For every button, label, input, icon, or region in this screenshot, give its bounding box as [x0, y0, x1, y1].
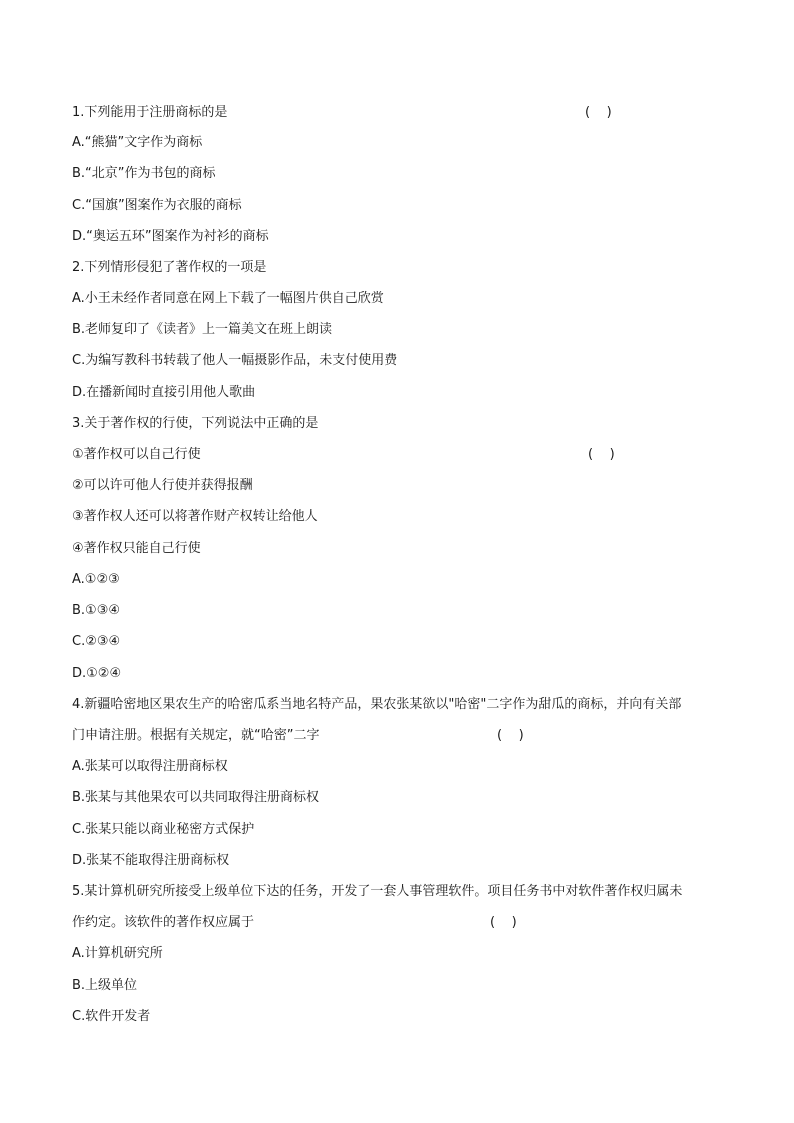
question-5-stem-line-2: 作约定。该软件的著作权应属于 [72, 915, 255, 930]
question-3-option-c: C.②③④ [72, 634, 121, 649]
question-4-stem-line-2: 门申请注册。根据有关规定，就“哈密”二字 [72, 728, 320, 743]
question-3-statement-2: ②可以许可他人行使并获得报酬 [72, 478, 253, 493]
question-2-option-b: B.老师复印了《读者》上一篇美文在班上朗读 [72, 322, 333, 337]
question-1-option-a: A.“熊猫”文字作为商标 [72, 135, 203, 150]
question-2-option-a: A.小王未经作者同意在网上下载了一幅图片供自己欣赏 [72, 291, 384, 306]
question-5-option-a: A.计算机研究所 [72, 946, 163, 961]
question-5-answer-bracket: ( ) [490, 915, 517, 930]
question-1-stem: 1.下列能用于注册商标的是 [72, 105, 228, 120]
question-1-option-b: B.“北京”作为书包的商标 [72, 166, 216, 181]
question-4-option-b: B.张某与其他果农可以共同取得注册商标权 [72, 790, 320, 805]
question-2-option-d: D.在播新闻时直接引用他人歌曲 [72, 385, 256, 400]
question-2-stem: 2.下列情形侵犯了著作权的一项是 [72, 260, 267, 275]
question-2-option-c: C.为编写教科书转载了他人一幅摄影作品，未支付使用费 [72, 353, 398, 368]
question-1-option-c: C.“国旗”图案作为衣服的商标 [72, 198, 242, 213]
question-4-answer-bracket: ( ) [497, 728, 524, 743]
question-4-stem-line-1: 4.新疆哈密地区果农生产的哈密瓜系当地名特产品，果农张某欲以"哈密"二字作为甜瓜的商标，并向有关部 [72, 697, 682, 712]
question-5-option-b: B.上级单位 [72, 978, 138, 993]
question-3-option-d: D.①②④ [72, 666, 122, 681]
question-1-answer-bracket: ( ) [585, 105, 612, 120]
question-4-option-a: A.张某可以取得注册商标权 [72, 759, 228, 774]
question-3-statement-3: ③著作权人还可以将著作财产权转让给他人 [72, 509, 318, 524]
question-1-option-d: D.“奥运五环”图案作为衬衫的商标 [72, 229, 269, 244]
question-5-stem-line-1: 5.某计算机研究所接受上级单位下达的任务，开发了一套人事管理软件。项目任务书中对软件著作权归属未 [72, 884, 683, 899]
question-3-answer-bracket: ( ) [588, 447, 615, 462]
question-3-statement-1: ①著作权可以自己行使 [72, 447, 201, 462]
question-3-stem: 3.关于著作权的行使，下列说法中正确的是 [72, 416, 319, 431]
question-3-statement-4: ④著作权只能自己行使 [72, 541, 201, 556]
question-4-option-d: D.张某不能取得注册商标权 [72, 853, 230, 868]
question-4-option-c: C.张某只能以商业秘密方式保护 [72, 822, 255, 837]
question-5-option-c: C.软件开发者 [72, 1009, 151, 1024]
question-3-option-b: B.①③④ [72, 603, 121, 618]
question-3-option-a: A.①②③ [72, 572, 120, 587]
